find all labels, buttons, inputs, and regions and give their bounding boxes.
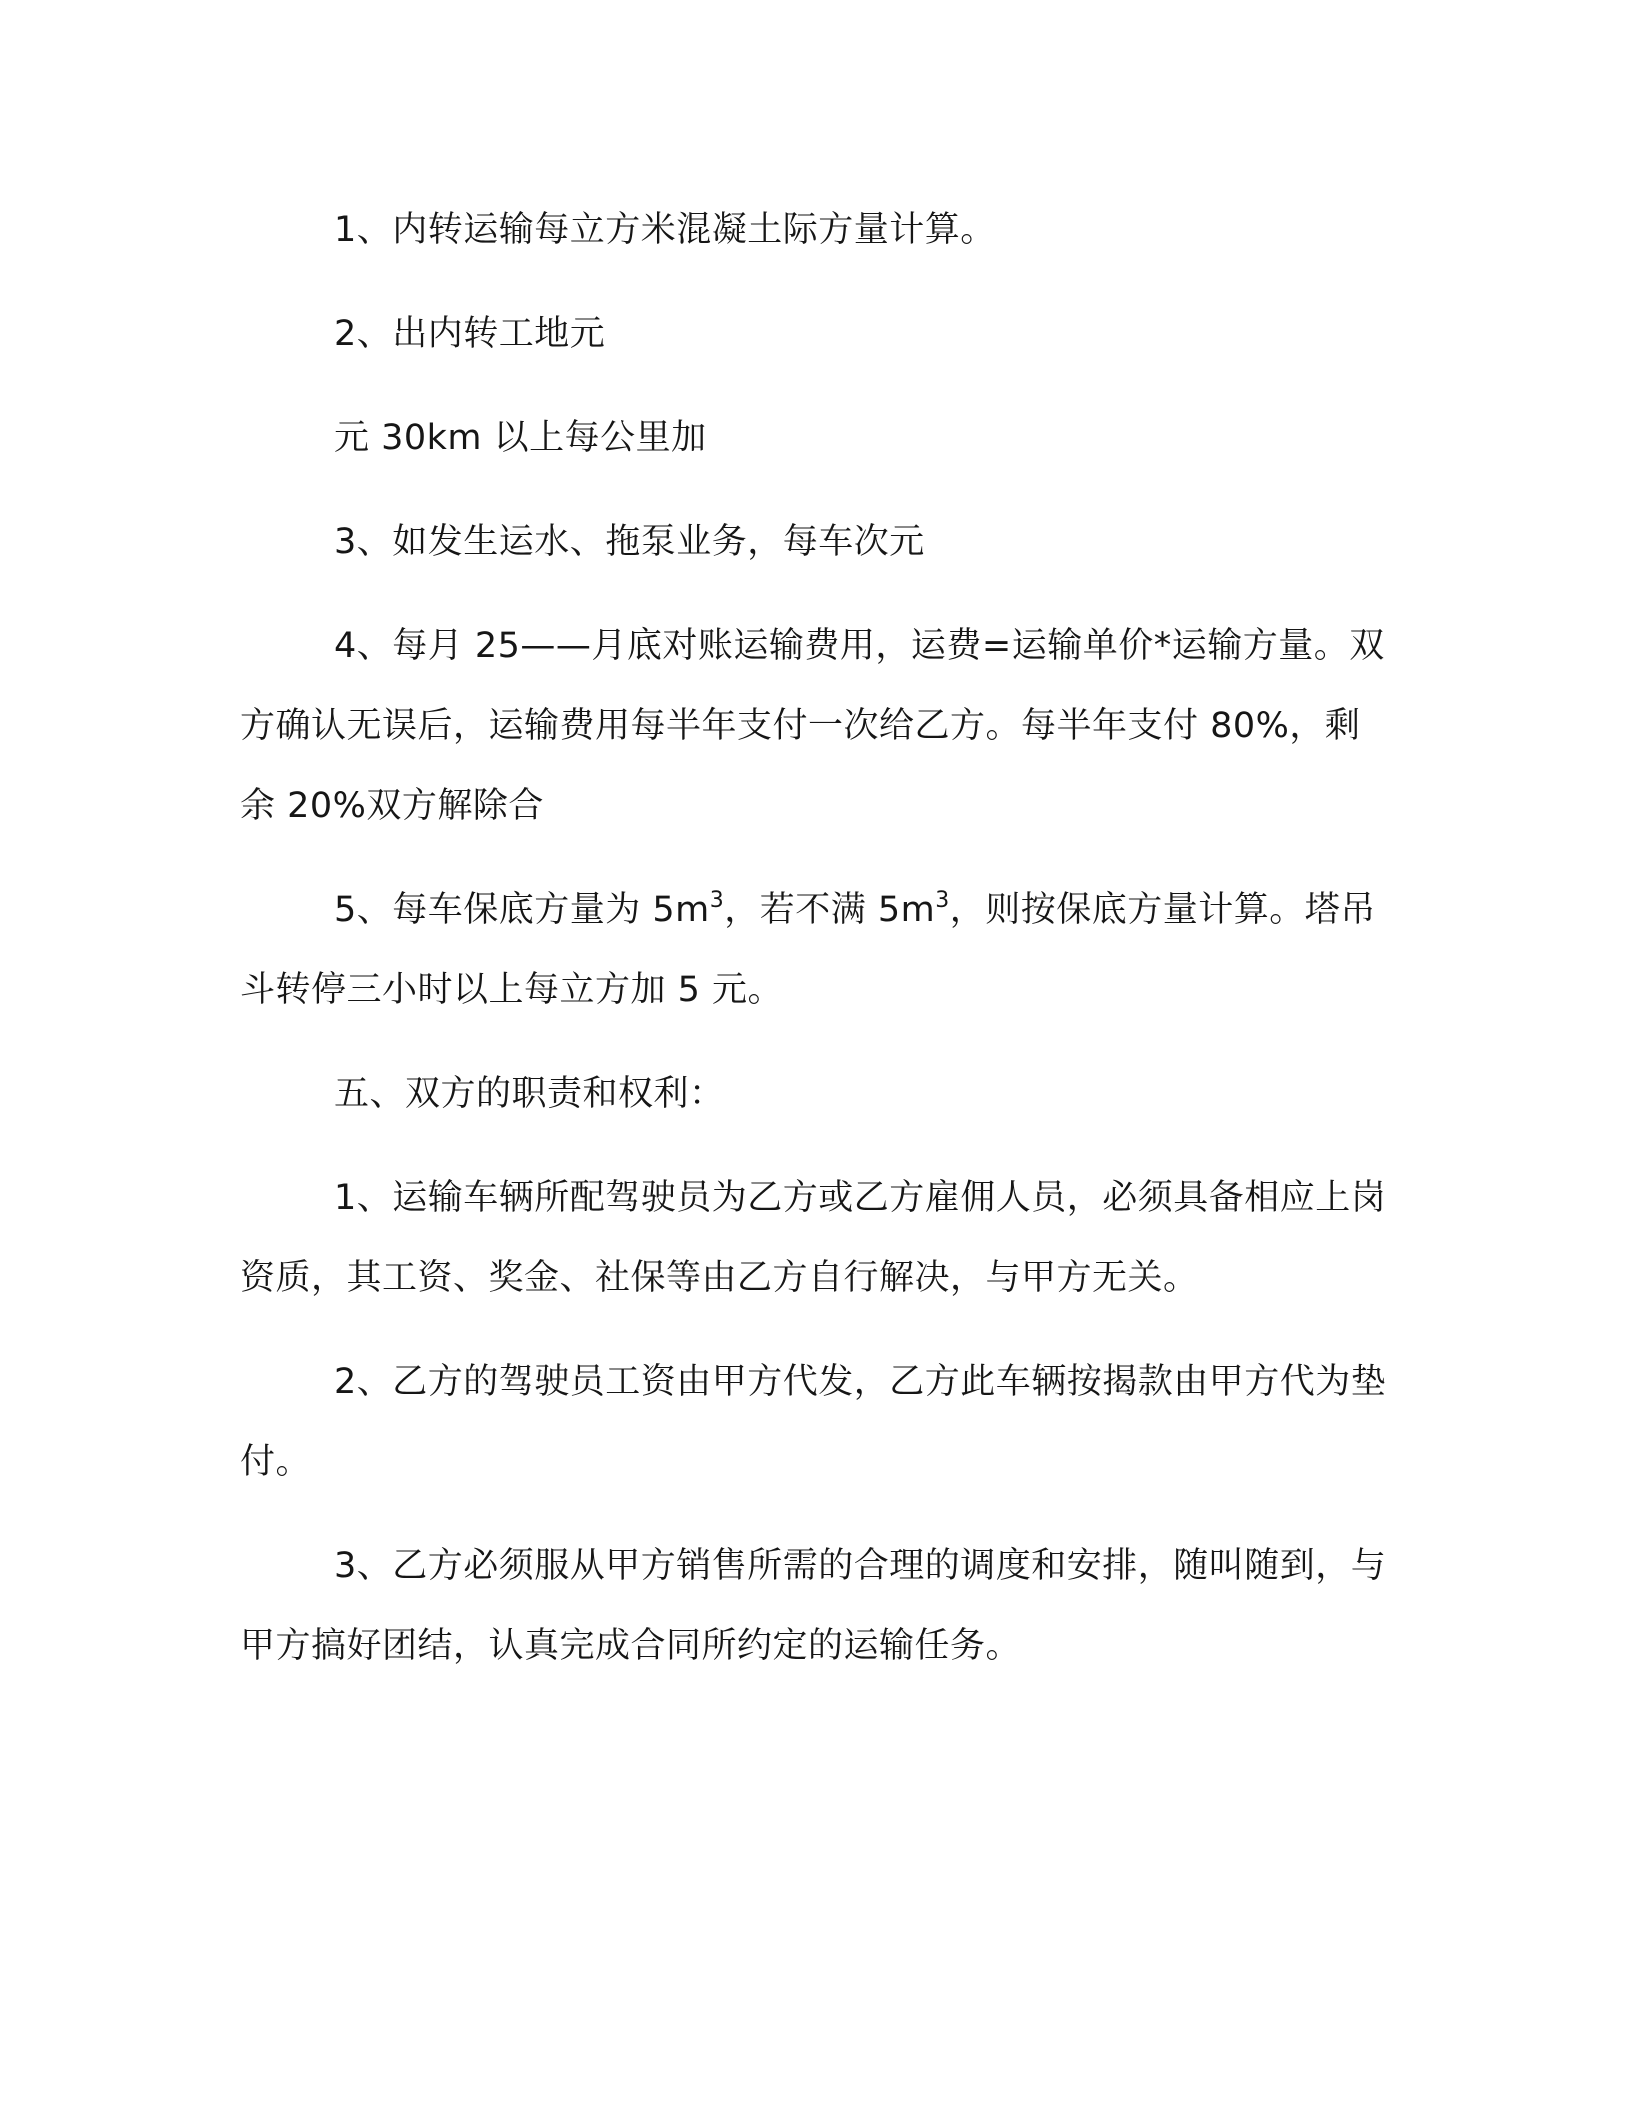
paragraph-3: 元 30km 以上每公里加 xyxy=(334,418,707,458)
document-body xyxy=(240,190,1392,1686)
paragraph-6-part-a: 5、每车保底方量为 5m xyxy=(334,890,710,930)
paragraph-5: 4、每月 25——月底对账运输费用，运费=运输单价*运输方量。双方确认无误后，运输费用每半年支付一次给乙方。每半年支付 80%，剩余 20%双方解除合 xyxy=(240,626,1385,826)
paragraph-8: 1、运输车辆所配驾驶员为乙方或乙方雇佣人员，必须具备相应上岗资质，其工资、奖金、社保等由乙方自行解决，与甲方无关。 xyxy=(240,1178,1387,1298)
paragraph-6-part-c: ，则按保底方量计算。塔吊斗转停三小时以上每立方加 5 元。 xyxy=(240,890,1376,1010)
paragraph-10: 3、乙方必须服从甲方销售所需的合理的调度和安排，随叫随到，与甲方搞好团结，认真完成合同所约定的运输任务。 xyxy=(240,1546,1387,1666)
paragraph-6 xyxy=(240,870,1392,1030)
paragraph-9: 2、乙方的驾驶员工资由甲方代发，乙方此车辆按揭款由甲方代为垫付。 xyxy=(240,1362,1387,1482)
paragraph-2: 2、出内转工地元 xyxy=(334,314,606,354)
section-heading-duties: 五、双方的职责和权利： xyxy=(334,1074,725,1114)
paragraph-1: 1、内转运输每立方米混凝土际方量计算。 xyxy=(334,210,996,250)
paragraph-4: 3、如发生运水、拖泵业务，每车次元 xyxy=(334,522,925,562)
cubic-superscript-1: 3 xyxy=(709,888,725,913)
paragraph-6-part-b: ，若不满 5m xyxy=(724,890,936,930)
cubic-superscript-2: 3 xyxy=(935,888,950,913)
